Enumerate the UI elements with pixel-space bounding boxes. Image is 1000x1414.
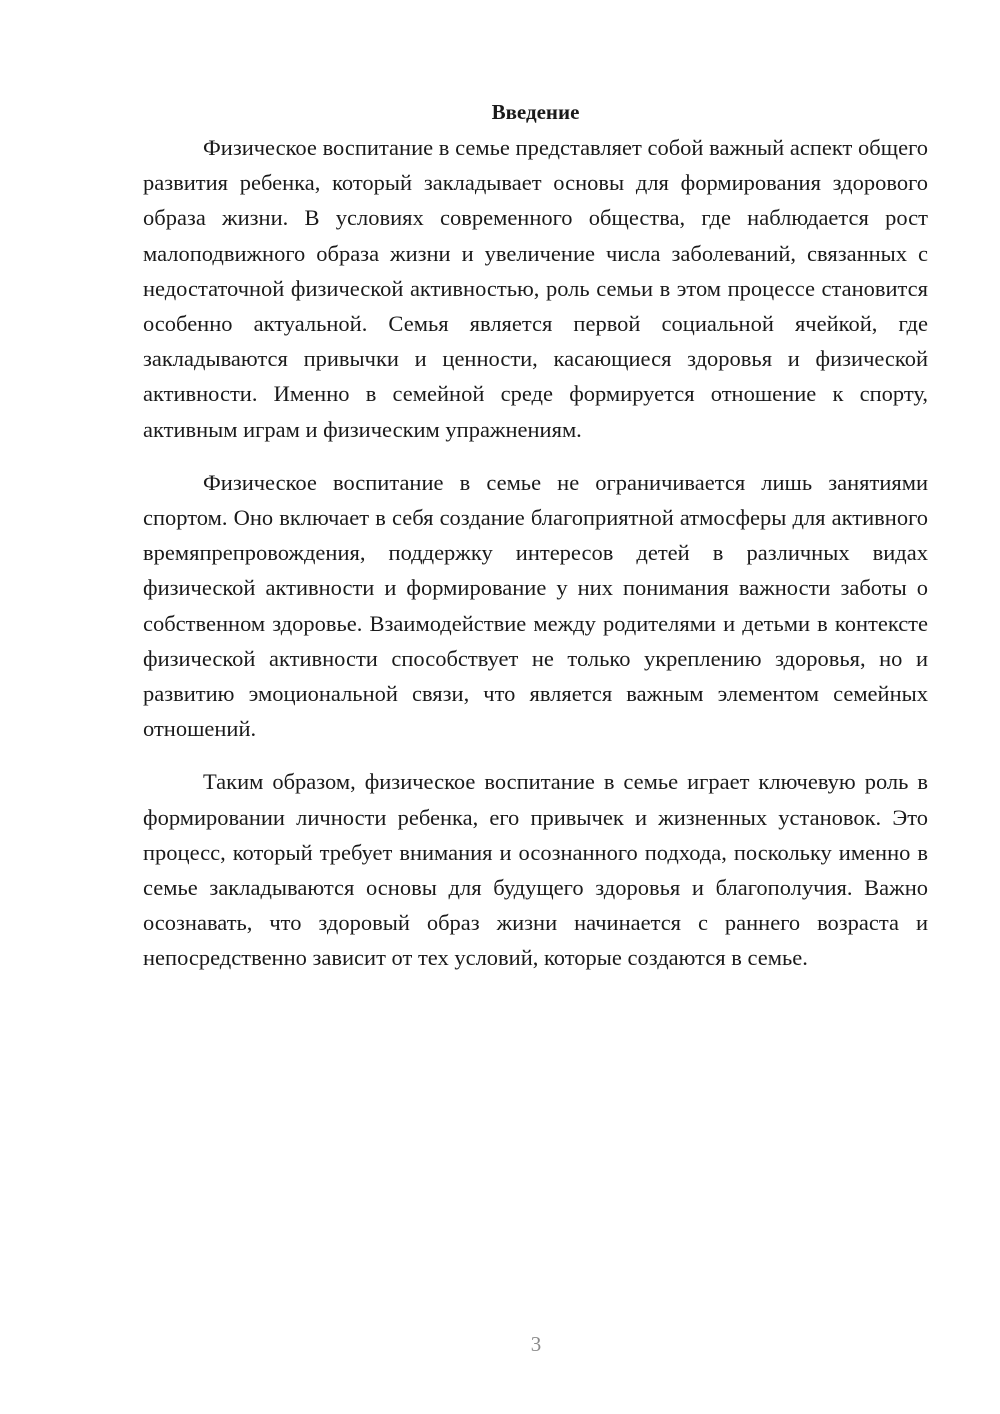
paragraph-3: Таким образом, физическое воспитание в семье играет ключевую роль в формировании личности ребенка, его привычек и жизненных установок. Это процесс, который требует внимания и осознанного подхода, поскольку именно в семье закладываются основы для будущего здоровья и благополучия. Важно осознавать, что здоровый образ жизни начинается с раннего возраста и непосредственно зависит от тех условий, которые создаются в семье. bbox=[143, 769, 928, 971]
page-number: 3 bbox=[530, 1332, 542, 1356]
page-body bbox=[143, 94, 928, 994]
paragraph-1: Физическое воспитание в семье представляет собой важный аспект общего развития ребенка, который закладывает основы для формирования здорового образа жизни. В условиях современного общества, где наблюдается рост малоподвижного образа жизни и увеличение числа заболеваний, связанных с недостаточной физической активностью, роль семьи в этом процессе становится особенно актуальной. Семья является первой социальной ячейкой, где закладываются привычки и ценности, касающиеся здоровья и физической активности. Именно в семейной среде формируется отношение к спорту, активным играм и физическим упражнениям. bbox=[143, 135, 928, 442]
section-heading: Введение bbox=[491, 100, 580, 124]
paragraph-2: Физическое воспитание в семье не ограничивается лишь занятиями спортом. Оно включает в себя создание благоприятной атмосферы для активного времяпрепровождения, поддержку интересов детей в различных видах физической активности и формирование у них понимания важности заботы о собственном здоровье. Взаимодействие между родителями и детьми в контексте физической активности способствует не только укреплению здоровья, но и развитию эмоциональной связи, что является важным элементом семейных отношений. bbox=[143, 469, 928, 742]
